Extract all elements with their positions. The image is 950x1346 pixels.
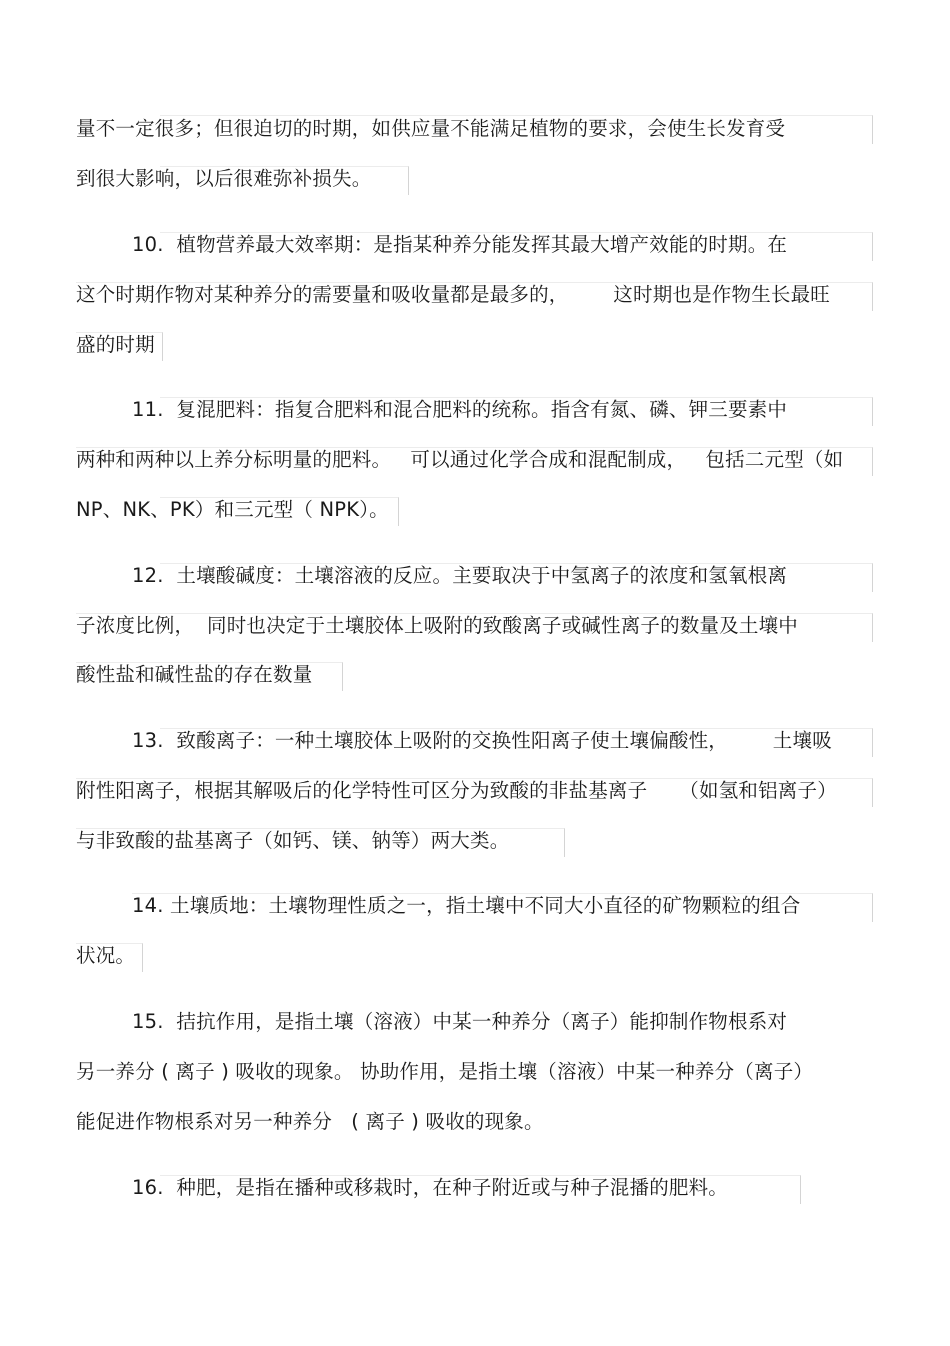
text-line: 酸性盐和碱性盐的存在数量 — [76, 663, 313, 686]
text-line: 盛的时期 — [76, 333, 155, 356]
text-line: 12. 土壤酸碱度：土壤溶液的反应。主要取决于中氢离子的浓度和氢氧根离 — [132, 564, 788, 587]
text-line: 15. 拮抗作用，是指土壤（溶液）中某一种养分（离子）能抑制作物根系对 — [132, 1010, 788, 1033]
text-line: 13. 致酸离子：一种土壤胶体上吸附的交换性阳离子使土壤偏酸性， 土壤吸 — [132, 729, 832, 752]
text-line: 能促进作物根系对另一种养分 ( 离子 ) 吸收的现象。 — [76, 1110, 544, 1133]
text-line: 两种和两种以上养分标明量的肥料。 可以通过化学合成和混配制成， 包括二元型（如 — [76, 448, 844, 471]
text-line: 附性阳离子，根据其解吸后的化学特性可区分为致酸的非盐基离子 （如氢和铝离子） — [76, 779, 837, 802]
text-line: 14. 土壤质地：土壤物理性质之一，指土壤中不同大小直径的矿物颗粒的组合 — [132, 894, 801, 917]
text-line: 另一养分 ( 离子 ) 吸收的现象。 协助作用，是指土壤（溶液）中某一种养分（离子） — [76, 1060, 814, 1083]
text-line: 与非致酸的盐基离子（如钙、镁、钠等）两大类。 — [76, 829, 510, 852]
text-line: 量不一定很多；但很迫切的时期，如供应量不能满足植物的要求，会使生长发育受 — [76, 117, 786, 140]
text-line: 11. 复混肥料：指复合肥料和混合肥料的统称。指含有氮、磷、钾三要素中 — [132, 398, 788, 421]
text-line: NP、NK、PK）和三元型（ NPK）。 — [76, 498, 389, 521]
text-line: 16. 种肥，是指在播种或移栽时，在种子附近或与种子混播的肥料。 — [132, 1176, 729, 1199]
text-line: 状况。 — [76, 944, 136, 967]
text-line: 这个时期作物对某种养分的需要量和吸收量都是最多的， 这时期也是作物生长最旺 — [76, 283, 830, 306]
text-line: 10. 植物营养最大效率期：是指某种养分能发挥其最大增产效能的时期。在 — [132, 233, 788, 256]
text-line: 到很大影响，以后很难弥补损失。 — [76, 167, 372, 190]
text-line: 子浓度比例， 同时也决定于土壤胶体上吸附的致酸离子或碱性离子的数量及土壤中 — [76, 614, 798, 637]
